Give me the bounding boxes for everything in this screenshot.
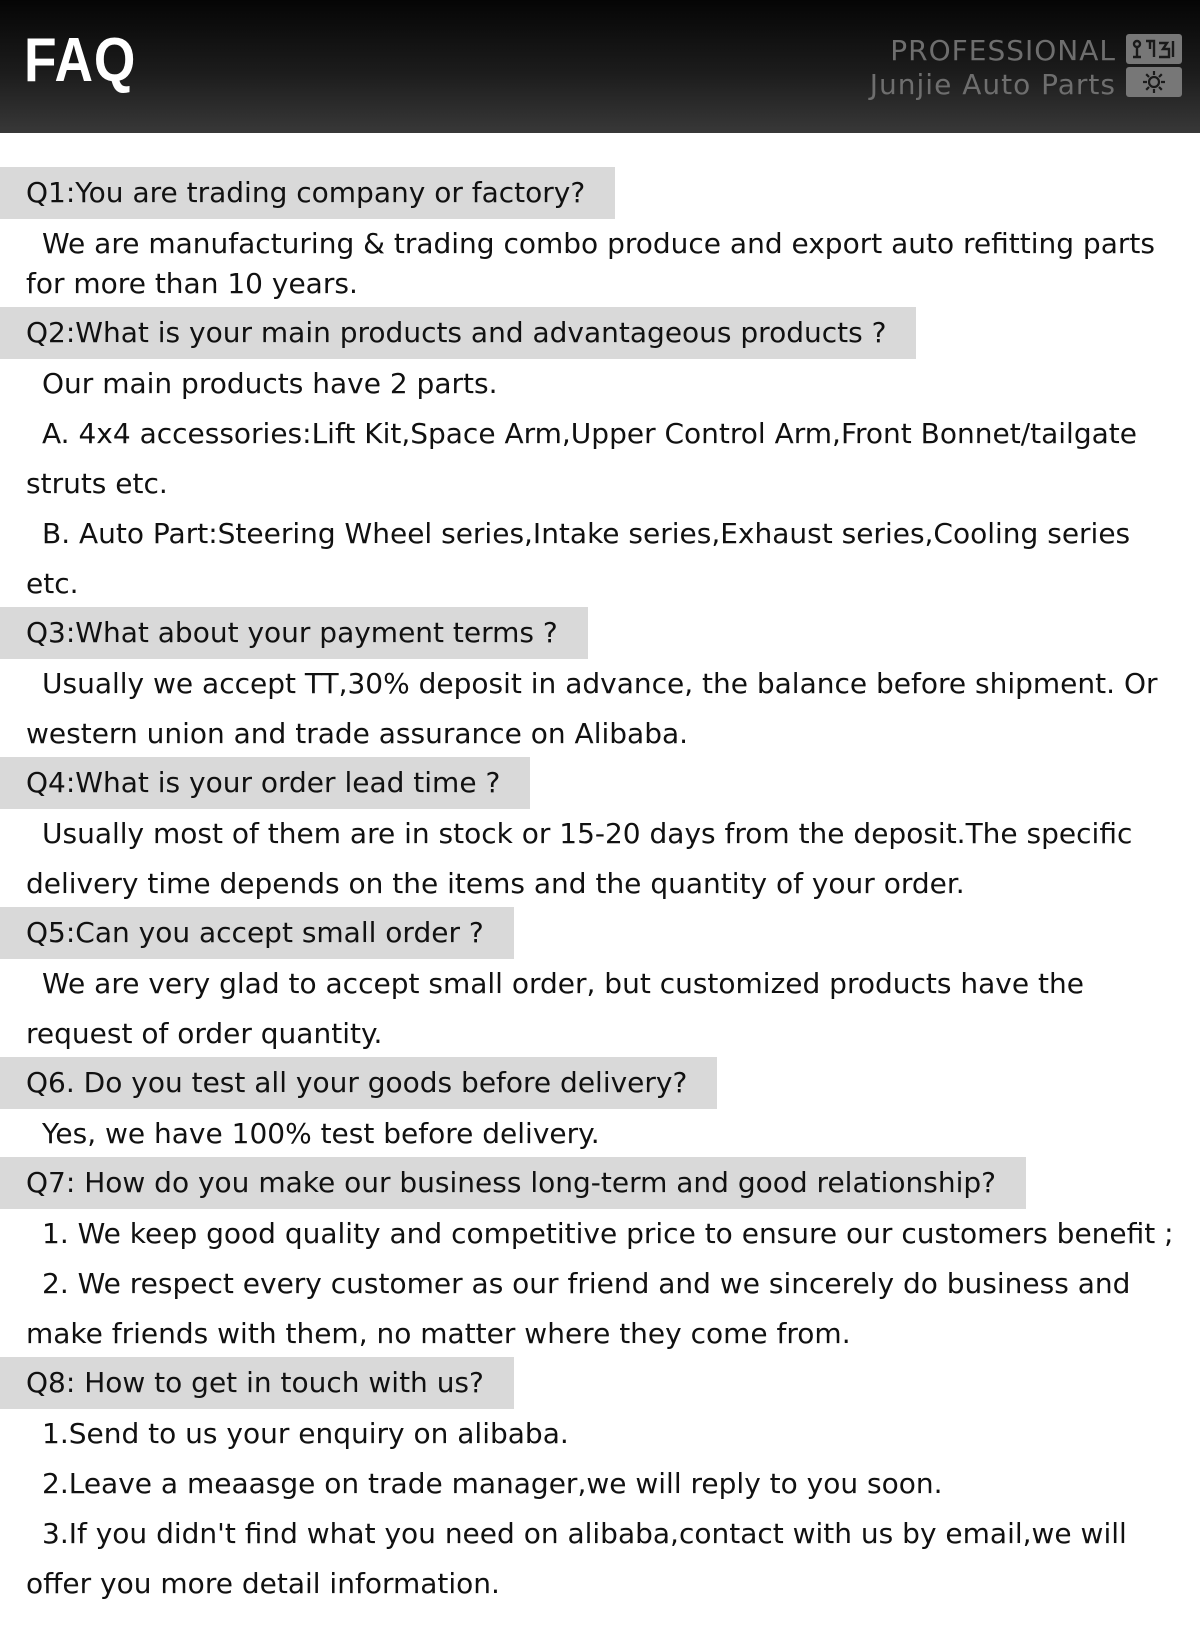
faq-answer: We are manufacturing & trading combo produce and export auto refitting parts for more than 10 years. <box>26 227 1155 300</box>
faq-answer: B. Auto Part:Steering Wheel series,Intake series,Exhaust series,Cooling series etc. <box>26 517 1131 600</box>
faq-answer: 2. We respect every customer as our friend and we sincerely do business and make friends with them, no matter where they come from. <box>26 1267 1131 1350</box>
faq-answer: 1.Send to us your enquiry on alibaba. <box>42 1417 569 1450</box>
faq-answer: 3.If you didn't find what you need on alibaba,contact with us by email,we will offer you more detail information. <box>26 1517 1127 1600</box>
faq-question-8: Q8: How to get in touch with us? <box>0 1357 514 1409</box>
faq-answer: 1. We keep good quality and competitive price to ensure our customers benefit ; <box>42 1217 1174 1250</box>
faq-question-7: Q7: How do you make our business long-term and good relationship? <box>0 1157 1026 1209</box>
faq-answer: We are very glad to accept small order, but customized products have the request of order quantity. <box>26 967 1084 1050</box>
engine-parts-icon <box>1126 34 1182 64</box>
gear-icon <box>1126 67 1182 97</box>
faq-answer: A. 4x4 accessories:Lift Kit,Space Arm,Upper Control Arm,Front Bonnet/tailgate struts etc. <box>26 417 1137 500</box>
faq-question-3: Q3:What about your payment terms ? <box>0 607 588 659</box>
page-title: FAQ <box>24 26 137 95</box>
brand-block <box>870 34 1182 102</box>
faq-question-5: Q5:Can you accept small order ? <box>0 907 514 959</box>
faq-answer: Our main products have 2 parts. <box>42 367 498 400</box>
faq-header <box>0 0 1200 133</box>
faq-answer: 2.Leave a meaasge on trade manager,we will reply to you soon. <box>42 1467 943 1500</box>
faq-question-4: Q4:What is your order lead time ? <box>0 757 530 809</box>
faq-answer: Yes, we have 100% test before delivery. <box>42 1117 600 1150</box>
brand-tagline: PROFESSIONAL <box>890 34 1116 67</box>
faq-list <box>0 133 1200 1609</box>
faq-question-6: Q6. Do you test all your goods before delivery? <box>0 1057 717 1109</box>
faq-answer: Usually we accept TT,30% deposit in advance, the balance before shipment. Or western union and trade assurance on Alibaba. <box>26 667 1158 750</box>
brand-name: Junjie Auto Parts <box>869 68 1116 101</box>
faq-question-1: Q1:You are trading company or factory? <box>0 167 615 219</box>
faq-answer: Usually most of them are in stock or 15-20 days from the deposit.The specific delivery time depends on the items and the quantity of your order. <box>26 817 1133 900</box>
faq-question-2: Q2:What is your main products and advantageous products ? <box>0 307 916 359</box>
